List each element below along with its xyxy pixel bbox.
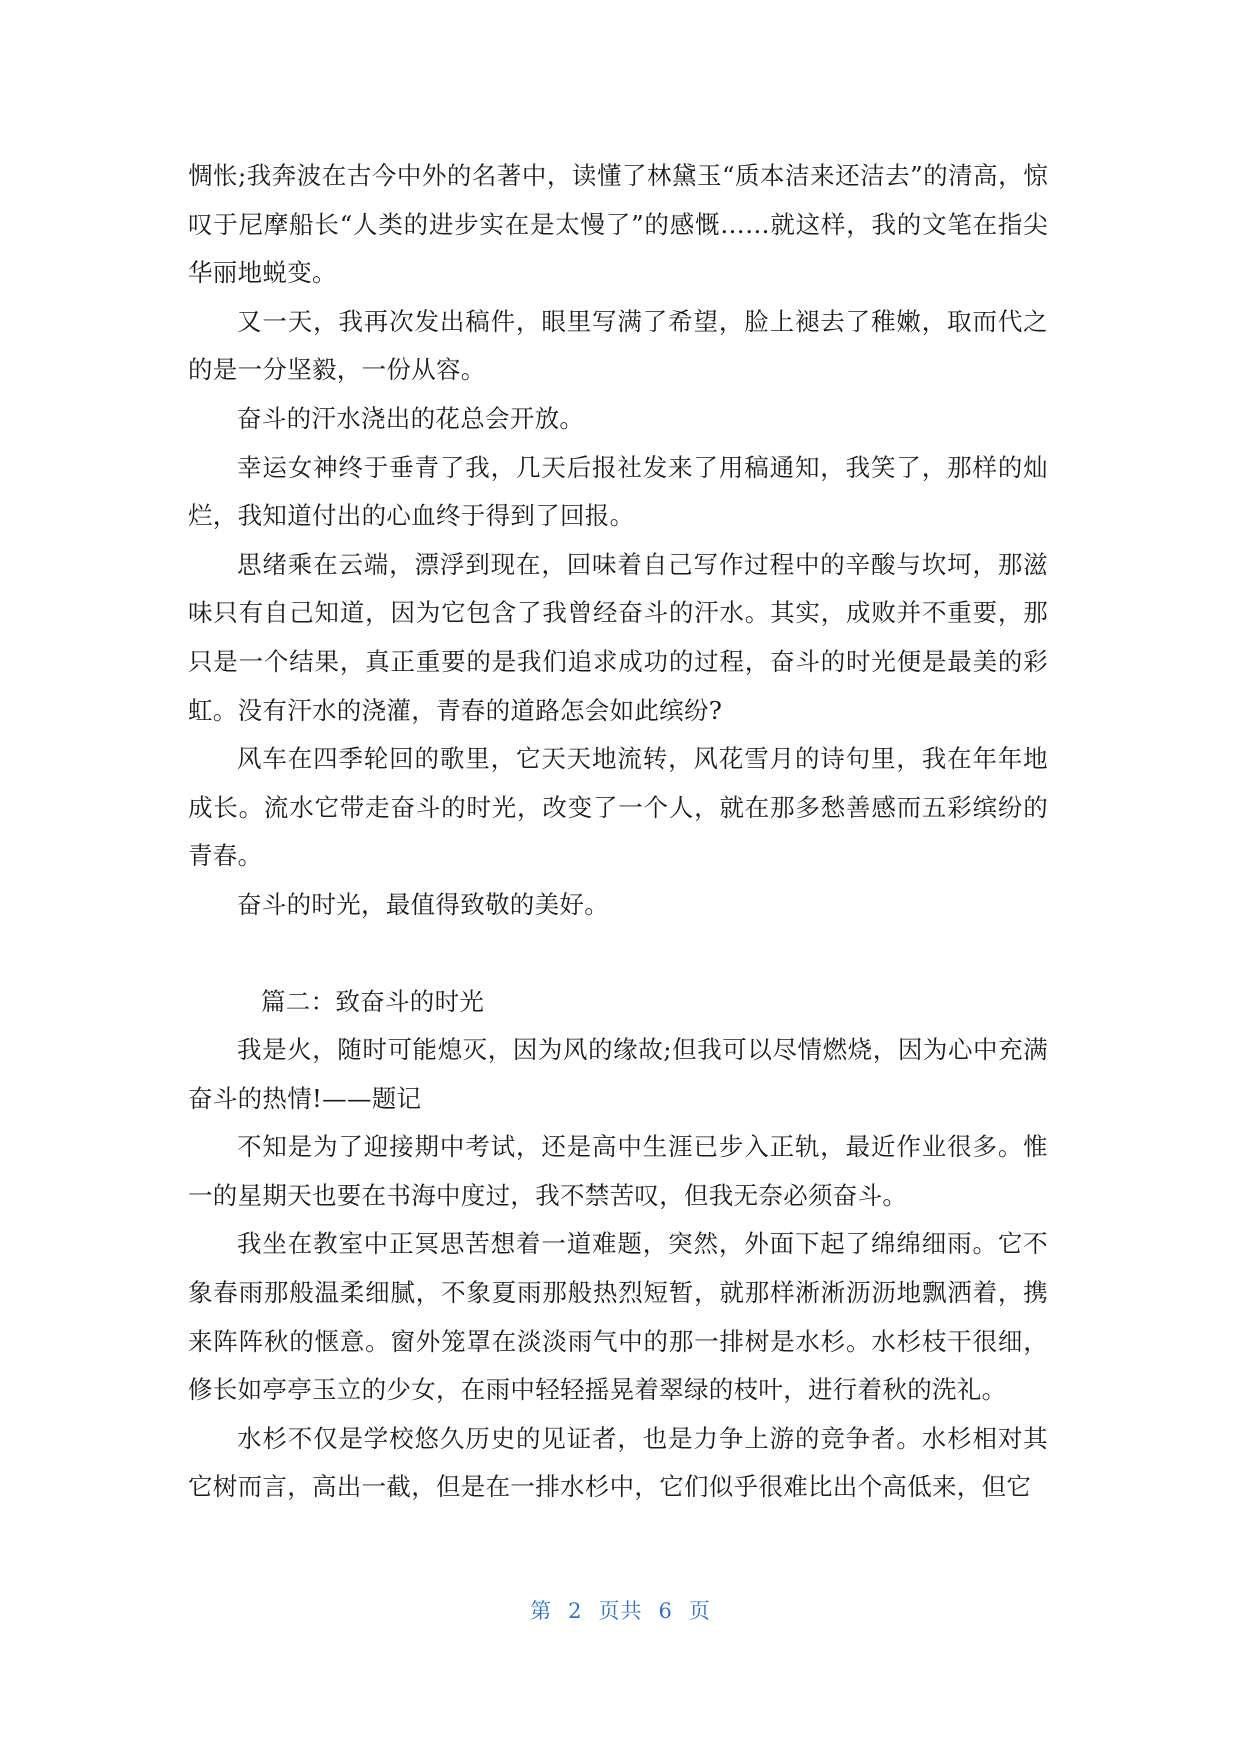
footer-prefix: 第 <box>530 1599 553 1623</box>
section-title: 篇二：致奋斗的时光 <box>261 986 485 1016</box>
paragraph: 水杉不仅是学校悠久历史的见证者，也是力争上游的竞争者。水杉相对其它树而言，高出一截，但是在一排水杉中，它们似乎很难比出个高低来，但它 <box>188 1423 1048 1502</box>
section-gap <box>188 930 1048 978</box>
footer-total-pages: 6 <box>658 1599 673 1623</box>
footer-suffix: 页 <box>688 1599 711 1623</box>
text-block-part1 <box>188 152 1048 930</box>
document-body <box>188 152 1048 1512</box>
paragraph: 惆怅;我奔波在古今中外的名著中，读懂了林黛玉“质本洁来还洁去”的清高，惊叹于尼摩船长“人类的进步实在是太慢了”的感慨……就这样，我的文笔在指尖华丽地蜕变。 <box>188 161 1048 288</box>
paragraph: 奋斗的汗水浇出的花总会开放。 <box>237 403 585 433</box>
paragraph: 我坐在教室中正冥思苦想着一道难题，突然，外面下起了绵绵细雨。它不象春雨那般温柔细腻，不象夏雨那般热烈短暂，就那样淅淅沥沥地飘洒着，携来阵阵秋的惬意。窗外笼罩在淡淡雨气中的那一排树是水杉。水杉枝干很细，修长如亭亭玉立的少女，在雨中轻轻摇晃着翠绿的枝叶，进行着秋的洗礼。 <box>188 1229 1048 1405</box>
page-footer <box>0 1595 1241 1625</box>
paragraph: 又一天，我再次发出稿件，眼里写满了希望，脸上褪去了稚嫩，取而代之的是一分坚毅，一份从容。 <box>188 306 1048 385</box>
footer-page-number: 2 <box>568 1599 583 1623</box>
paragraph: 我是火，随时可能熄灭，因为风的缘故;但我可以尽情燃烧，因为心中充满奋斗的热情!——题记 <box>188 1035 1048 1113</box>
paragraph: 幸运女神终于垂青了我，几天后报社发来了用稿通知，我笑了，那样的灿烂，我知道付出的心血终于得到了回报。 <box>188 452 1048 531</box>
text-block-part2 <box>188 1026 1048 1512</box>
paragraph: 风车在四季轮回的歌里，它天天地流转，风花雪月的诗句里，我在年年地成长。流水它带走奋斗的时光，改变了一个人，就在那多愁善感而五彩缤纷的青春。 <box>188 744 1048 871</box>
footer-middle: 页共 <box>598 1599 643 1623</box>
paragraph: 奋斗的时光，最值得致敬的美好。 <box>237 889 609 919</box>
paragraph: 思绪乘在云端，漂浮到现在，回味着自己写作过程中的辛酸与坎坷，那滋味只有自己知道，因为它包含了我曾经奋斗的汗水。其实，成败并不重要，那只是一个结果，真正重要的是我们追求成功的过程，奋斗的时光便是最美的彩虹。没有汗水的浇灌，青春的道路怎会如此缤纷? <box>188 549 1048 725</box>
paragraph: 不知是为了迎接期中考试，还是高中生涯已步入正轨，最近作业很多。惟一的星期天也要在书海中度过，我不禁苦叹，但我无奈必须奋斗。 <box>188 1132 1048 1210</box>
